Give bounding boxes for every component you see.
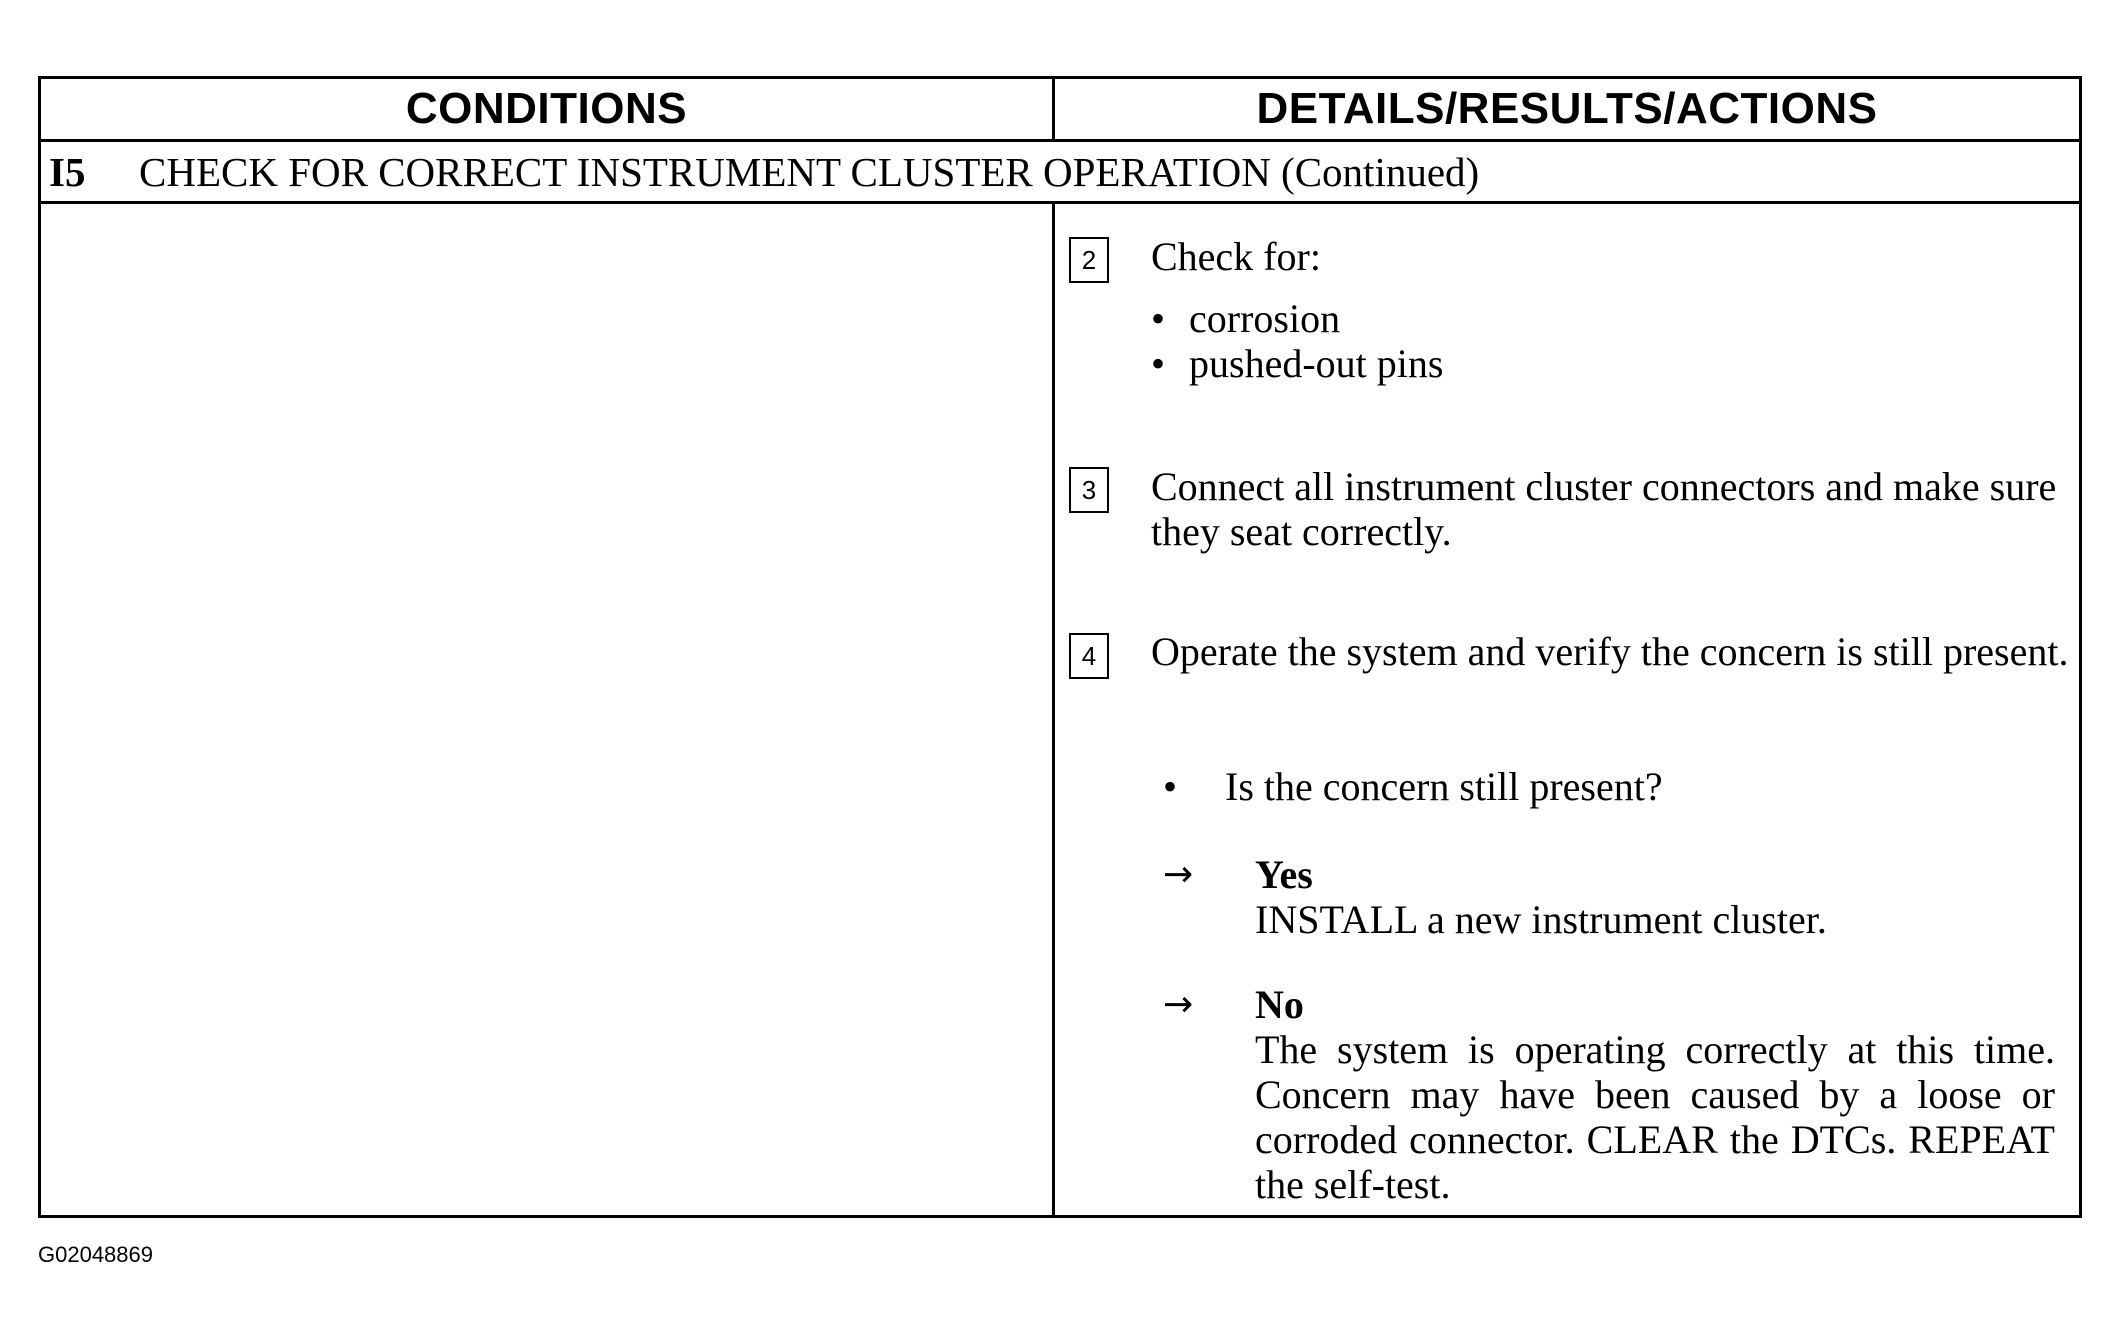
question [1163, 764, 1663, 809]
diagnostic-table [38, 76, 2082, 1218]
conditions-header: CONDITIONS [405, 84, 688, 133]
arrow-right-icon: → [1163, 984, 1194, 1025]
substep-text: Connect all instrument cluster connectors and make sure they seat correctly. [1151, 464, 2057, 554]
step-id: I5 [49, 148, 86, 195]
answer-label: No [1255, 982, 1304, 1027]
details-cell [1055, 204, 2079, 1215]
substep-number-box: 2 [1069, 237, 1109, 283]
arrow-right-icon: → [1163, 854, 1194, 895]
details-header: DETAILS/RESULTS/ACTIONS [1256, 84, 1878, 133]
bullet-icon: • [1163, 764, 1178, 809]
step-title-row [41, 142, 2079, 204]
answer-label: Yes [1255, 852, 1313, 897]
question-text: Is the concern still present? [1225, 764, 1663, 809]
answer-no [1163, 982, 2055, 1207]
substep-text: Check for: [1151, 234, 1321, 279]
answer-yes [1163, 852, 2049, 942]
list-item: • pushed-out pins [1151, 341, 1443, 386]
substep-number-box: 3 [1069, 467, 1109, 513]
check-list [1151, 296, 1443, 386]
substep-text: Operate the system and verify the concern is still present. [1151, 629, 2069, 674]
substep-number-box: 4 [1069, 633, 1109, 679]
answer-text: The system is operating correctly at this time. Concern may have been caused by a loose or corroded connector. CLEAR the DTCs. REPEAT the self-test. [1255, 1027, 2055, 1207]
step-title: CHECK FOR CORRECT INSTRUMENT CLUSTER OPERATION (Continued) [139, 148, 1480, 195]
answer-text: INSTALL a new instrument cluster. [1255, 897, 1827, 942]
figure-id: G02048869 [38, 1242, 153, 1267]
list-item: • corrosion [1151, 296, 1443, 341]
table-header-row [41, 79, 2079, 142]
